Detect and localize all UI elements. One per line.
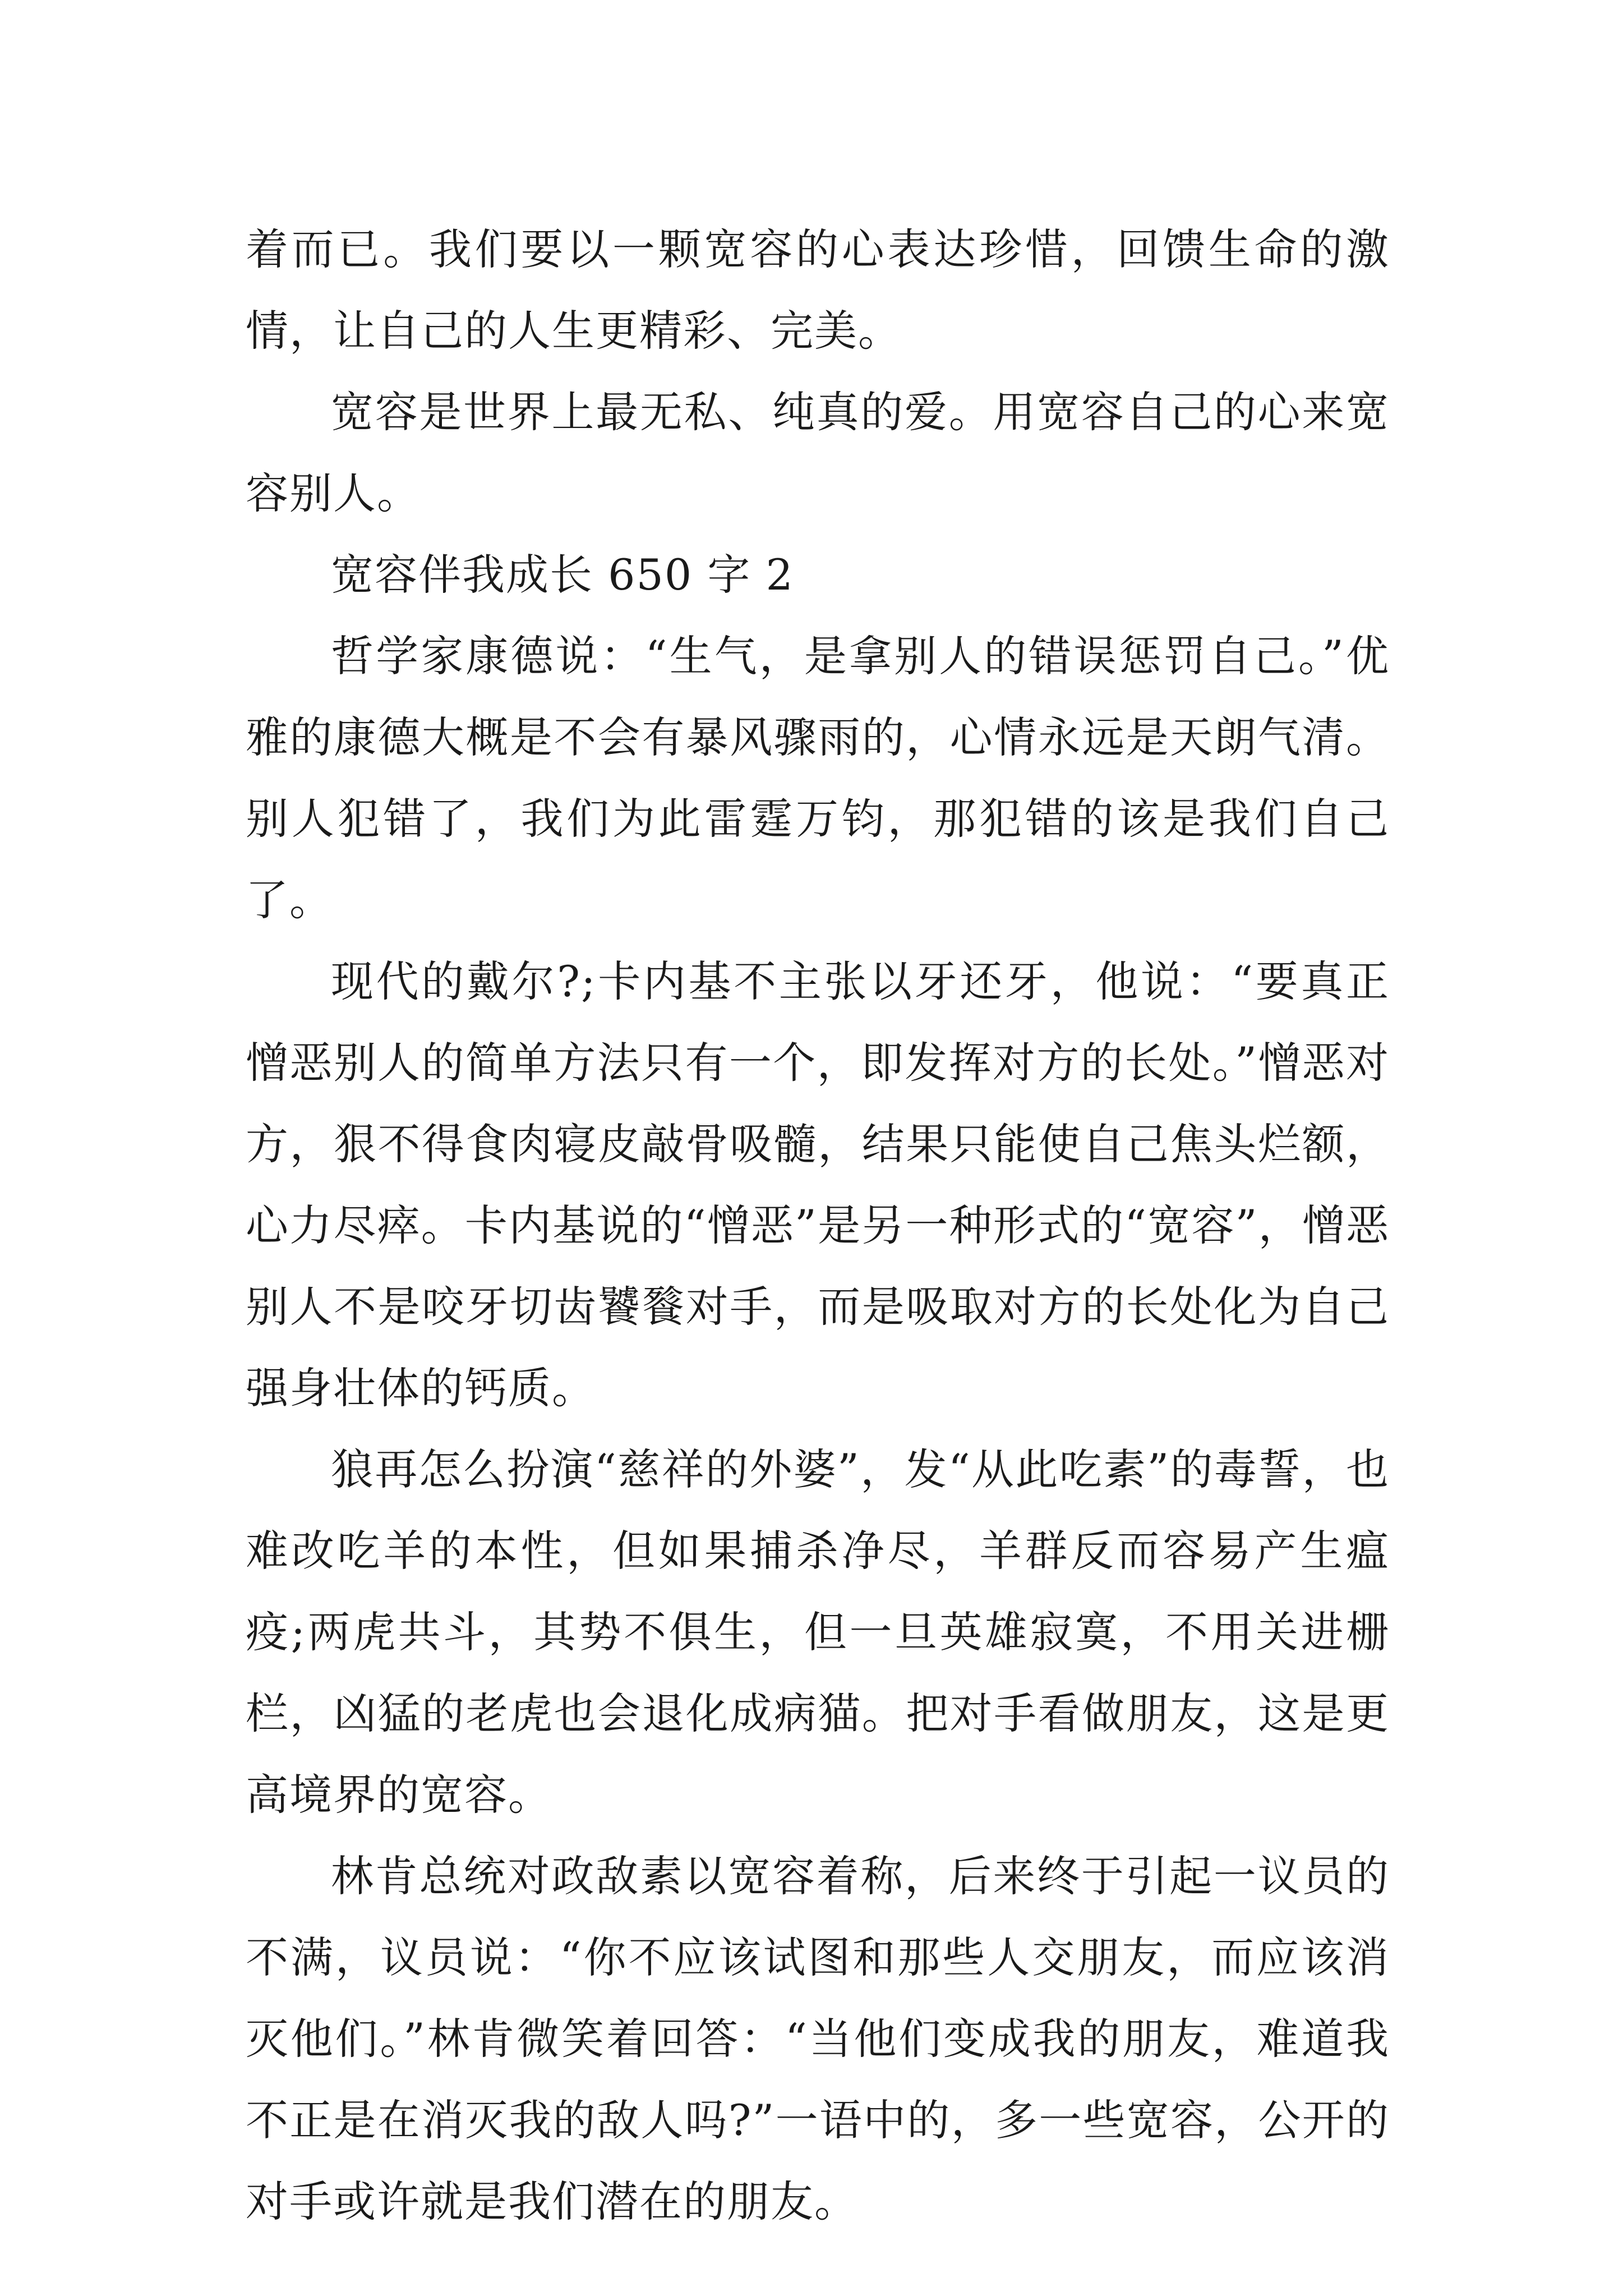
paragraph: 现代的戴尔?;卡内基不主张以牙还牙，他说：“要真正憎恶别人的简单方法只有一个，即发挥对方的长处。”憎恶对方，狠不得食肉寝皮敲骨吸髓，结果只能使自己焦头烂额，心力尽瘁。卡内基说的“憎恶”是另一种形式的“宽容”，憎恶别人不是咬牙切齿饕餮对手，而是吸取对方的长处化为自己强身壮体的钙质。 [246, 956, 1390, 1413]
section-heading: 宽容伴我成长 650 字 2 [331, 550, 794, 600]
paragraph: 狼再怎么扮演“慈祥的外婆”，发“从此吃素”的毒誓，也难改吃羊的本性，但如果捕杀净尽，羊群反而容易产生瘟疫;两虎共斗，其势不俱生，但一旦英雄寂寞，不用关进栅栏，凶猛的老虎也会退化成病猫。把对手看做朋友，这是更高境界的宽容。 [246, 1444, 1390, 1820]
document-body [246, 209, 1390, 2242]
paragraph-continuation: 着而已。我们要以一颗宽容的心表达珍惜，回馈生命的激情，让自己的人生更精彩、完美。 [246, 224, 1390, 356]
paragraph: 哲学家康德说：“生气，是拿别人的错误惩罚自己。”优雅的康德大概是不会有暴风骤雨的，心情永远是天朗气清。别人犯错了，我们为此雷霆万钧，那犯错的该是我们自己了。 [246, 631, 1390, 925]
paragraph: 林肯总统对政敌素以宽容着称，后来终于引起一议员的不满，议员说：“你不应该试图和那些人交朋友，而应该消灭他们。”林肯微笑着回答：“当他们变成我的朋友，难道我不正是在消灭我的敌人吗?”一语中的，多一些宽容，公开的对手或许就是我们潜在的朋友。 [246, 1851, 1390, 2226]
paragraph: 宽容是世界上最无私、纯真的爱。用宽容自己的心来宽容别人。 [246, 387, 1390, 518]
